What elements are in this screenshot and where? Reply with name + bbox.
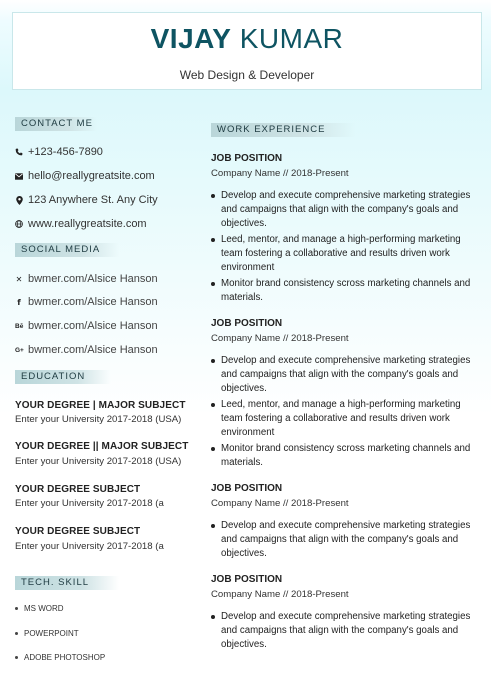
mail-icon	[15, 173, 23, 180]
social-item	[15, 342, 158, 358]
job-position: JOB POSITION	[211, 574, 283, 585]
bullet-icon	[15, 632, 18, 635]
education-school: Enter your University 2017-2018 (a	[15, 541, 164, 552]
contact-heading: CONTACT ME	[15, 117, 97, 131]
job-company: Company Name // 2018-Present	[211, 498, 349, 509]
job-bullets	[211, 519, 481, 561]
job-company: Company Name // 2018-Present	[211, 333, 349, 344]
social-item	[15, 318, 158, 334]
first-name: VIJAY	[150, 23, 232, 54]
job-entry	[211, 317, 481, 472]
job-bullet: Leed, mentor, and manage a high-performing marketing team fostering a collaborative and results driven work environment	[211, 398, 481, 440]
contact-address	[15, 192, 158, 208]
job-entry	[211, 152, 481, 307]
google-plus-icon: G+	[15, 346, 24, 354]
contact-phone	[15, 144, 103, 160]
job-position: JOB POSITION	[211, 153, 283, 164]
location-pin-icon	[15, 196, 23, 205]
job-bullets	[211, 189, 481, 305]
job-bullet: Develop and execute comprehensive marketing strategies and campaigns that align with the company's goals and objectives.	[211, 354, 481, 396]
name-header	[12, 12, 482, 90]
education-degree: YOUR DEGREE | MAJOR SUBJECT	[15, 400, 186, 411]
job-entry	[211, 573, 481, 654]
address-text: 123 Anywhere St. Any City	[28, 194, 158, 206]
education-school: Enter your University 2017-2018 (a	[15, 498, 164, 509]
social-text: bwmer.com/Alsice Hanson	[28, 320, 158, 332]
contact-website	[15, 216, 147, 232]
job-company: Company Name // 2018-Present	[211, 168, 349, 179]
job-bullet: Develop and execute comprehensive marketing strategies and campaigns that align with the company's goals and objectives.	[211, 519, 481, 561]
education-school: Enter your University 2017-2018 (USA)	[15, 456, 182, 467]
skill-item	[15, 604, 64, 613]
bullet-icon	[15, 656, 18, 659]
skill-text: POWERPOINT	[24, 629, 79, 638]
job-bullet: Leed, mentor, and manage a high-performing marketing team fostering a collaborative and results driven work environment	[211, 233, 481, 275]
skill-text: MS WORD	[24, 604, 64, 613]
job-bullet: Develop and execute comprehensive marketing strategies and campaigns that align with the company's goals and objectives.	[211, 189, 481, 231]
job-position: JOB POSITION	[211, 483, 283, 494]
social-text: bwmer.com/Alsice Hanson	[28, 296, 158, 308]
job-entry	[211, 482, 481, 563]
last-name: KUMAR	[239, 23, 344, 54]
job-bullets	[211, 610, 481, 652]
skills-heading: TECH. SKILL	[15, 576, 119, 590]
job-position: JOB POSITION	[211, 318, 283, 329]
social-item	[15, 294, 158, 310]
full-name	[13, 22, 481, 56]
job-bullets	[211, 354, 481, 470]
globe-icon	[15, 220, 23, 228]
email-text: hello@reallygreatsite.com	[28, 170, 155, 182]
job-bullet: Develop and execute comprehensive marketing strategies and campaigns that align with the company's goals and objectives.	[211, 610, 481, 652]
education-degree: YOUR DEGREE SUBJECT	[15, 526, 141, 537]
social-text: bwmer.com/Alsice Hanson	[28, 344, 158, 356]
behance-icon: Bē	[15, 322, 24, 330]
skill-text: ADOBE PHOTOSHOP	[24, 653, 106, 662]
social-heading: SOCIAL MEDIA	[15, 243, 119, 257]
job-company: Company Name // 2018-Present	[211, 589, 349, 600]
experience-heading: WORK EXPERIENCE	[211, 123, 355, 137]
education-degree: YOUR DEGREE || MAJOR SUBJECT	[15, 441, 189, 452]
social-item	[15, 271, 158, 287]
job-bullet: Monitor brand consistency scross marketing channels and materials.	[211, 277, 481, 305]
social-text: bwmer.com/Alsice Hanson	[28, 273, 158, 285]
x-icon: ✕	[15, 274, 23, 284]
skill-item	[15, 629, 79, 638]
bullet-icon	[15, 607, 18, 610]
website-text: www.reallygreatsite.com	[28, 218, 147, 230]
job-title: Web Design & Developer	[179, 68, 315, 82]
education-school: Enter your University 2017-2018 (USA)	[15, 414, 182, 425]
job-bullet: Monitor brand consistency scross marketing channels and materials.	[211, 442, 481, 470]
skill-item	[15, 653, 105, 662]
phone-icon	[15, 148, 23, 156]
education-degree: YOUR DEGREE SUBJECT	[15, 484, 141, 495]
facebook-icon: f	[17, 297, 21, 307]
phone-text: +123-456-7890	[28, 146, 103, 158]
education-heading: EDUCATION	[15, 370, 111, 384]
contact-email	[15, 168, 155, 184]
